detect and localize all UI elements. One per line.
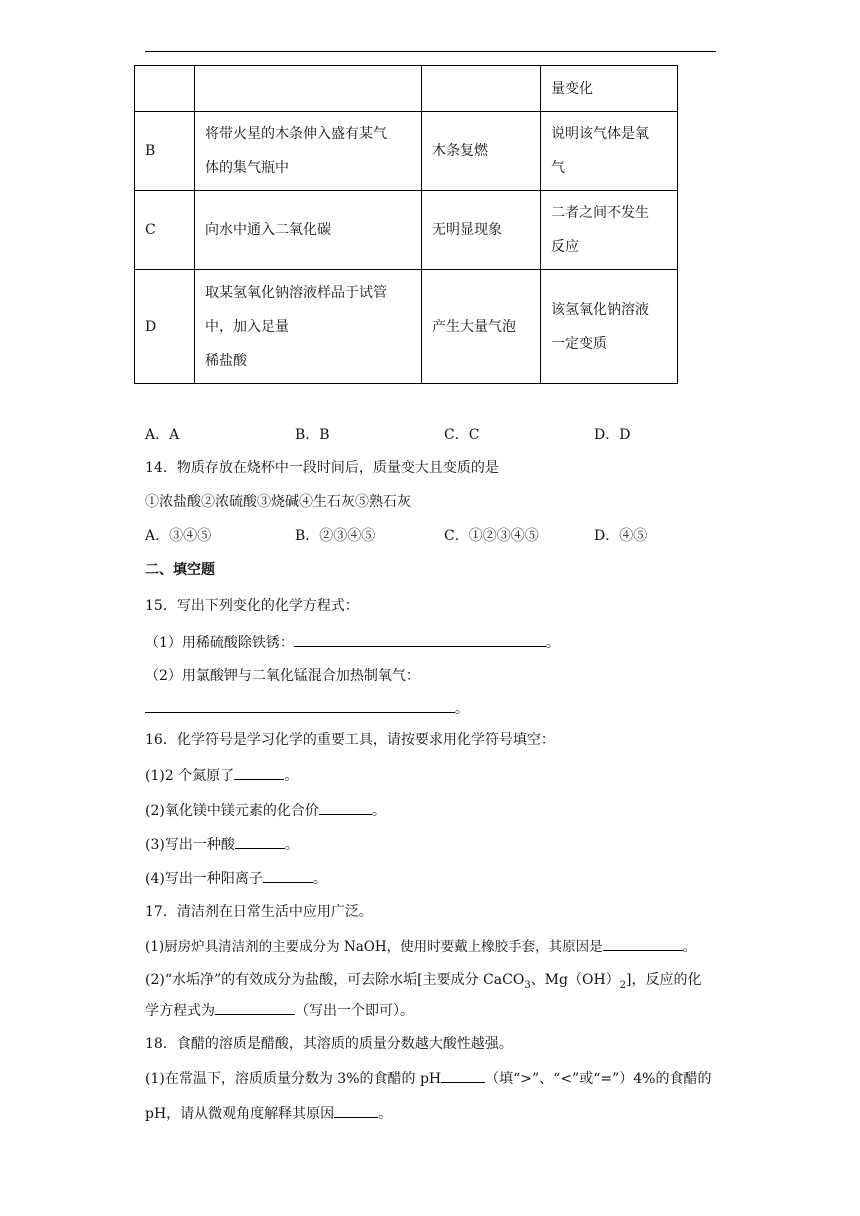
q13-option-c[interactable]: C．C — [444, 427, 480, 443]
conclusion-cell: 说明该气体是氧 气 — [541, 112, 678, 191]
row-label: D — [135, 270, 195, 384]
answer-blank[interactable] — [263, 868, 313, 883]
operation-cell: 向水中通入二氧化碳 — [195, 191, 422, 270]
conclusion-cell: 二者之间不发生 反应 — [541, 191, 678, 270]
q14-option-d[interactable]: D．④⑤ — [594, 528, 648, 544]
q18-part1: (1)在常温下，溶质质量分数为 3%的食醋的 pH （填“>”、“<”或“=”）4%的食醋的 — [145, 1068, 711, 1089]
q18-part1-cont: pH，请从微观角度解释其原因 。 — [145, 1103, 392, 1124]
answer-blank[interactable] — [235, 834, 285, 849]
operation-cell: 将带火星的木条伸入盛有某气 体的集气瓶中 — [195, 112, 422, 191]
q15-part2-answer: 。 — [145, 698, 469, 719]
q16-part1: (1)2 个氮原了 。 — [145, 765, 298, 786]
conclusion-cell: 量变化 — [541, 66, 678, 112]
answer-blank[interactable] — [234, 765, 284, 780]
answer-blank[interactable] — [441, 1068, 485, 1083]
q13-option-d[interactable]: D．D — [594, 427, 631, 443]
q16-part3: (3)写出一种酸 。 — [145, 834, 299, 855]
answer-blank[interactable] — [294, 632, 546, 647]
phenomenon-cell: 产生大量气泡 — [422, 270, 541, 384]
answer-blank[interactable] — [215, 1000, 295, 1015]
operation-cell: 取某氢氧化钠溶液样品于试管 中，加入足量 稀盐酸 — [195, 270, 422, 384]
q17-part2: (2)“水垢净”的有效成分为盐酸，可去除水垢[主要成分 CaCO$_3$、$Mg(OH)_2$]，反应的化 — [145, 972, 702, 991]
q14-stem: 14．物质存放在烧杯中一段时间后，质量变大且变质的是 — [145, 460, 499, 476]
q14-option-b[interactable]: B．②③④⑤ — [295, 528, 376, 544]
q15-stem: 15．写出下列变化的化学方程式： — [145, 598, 359, 614]
experiment-table — [134, 65, 678, 384]
q15-part1: （1）用稀硫酸除铁锈： 。 — [145, 632, 560, 653]
answer-blank[interactable] — [603, 936, 683, 951]
phenomenon-cell: 无明显现象 — [422, 191, 541, 270]
row-label: C — [135, 191, 195, 270]
q13-option-a[interactable]: A．A — [145, 427, 180, 443]
table-row — [135, 112, 678, 191]
table-row — [135, 66, 678, 112]
q15-part2: （2）用氯酸钾与二氧化锰混合加热制氧气： — [145, 668, 420, 684]
conclusion-cell: 该氢氧化钠溶液 一定变质 — [541, 270, 678, 384]
q16-part2: (2)氧化镁中镁元素的化合价 。 — [145, 800, 386, 821]
q17-part1: (1)厨房炉具清洁剂的主要成分为 NaOH，使用时要戴上橡胶手套，其原因是 。 — [145, 936, 696, 957]
header-rule — [145, 51, 716, 52]
table-row — [135, 270, 678, 384]
operation-cell — [195, 66, 422, 112]
q13-option-b[interactable]: B．B — [295, 427, 330, 443]
answer-blank[interactable] — [319, 800, 372, 815]
row-label: B — [135, 112, 195, 191]
row-label — [135, 66, 195, 112]
phenomenon-cell — [422, 66, 541, 112]
answer-blank[interactable] — [334, 1103, 378, 1118]
answer-blank[interactable] — [145, 698, 455, 713]
section-heading: 二、填空题 — [145, 562, 215, 578]
q14-option-c[interactable]: C．①②③④⑤ — [444, 528, 539, 544]
q17-part2-cont: 学方程式为 （写出一个即可）。 — [145, 1000, 414, 1021]
q14-option-a[interactable]: A．③④⑤ — [145, 528, 212, 544]
q16-stem: 16．化学符号是学习化学的重要工具，请按要求用化学符号填空： — [145, 732, 555, 748]
q16-part4: (4)写出一种阳离子 。 — [145, 868, 327, 889]
q17-stem: 17．清洁剂在日常生活中应用广泛。 — [145, 904, 373, 920]
phenomenon-cell: 木条复燃 — [422, 112, 541, 191]
table-row — [135, 191, 678, 270]
q18-stem: 18．食醋的溶质是醋酸，其溶质的质量分数越大酸性越强。 — [145, 1036, 513, 1052]
q14-items: ①浓盐酸②浓硫酸③烧碱④生石灰⑤熟石灰 — [145, 494, 411, 510]
